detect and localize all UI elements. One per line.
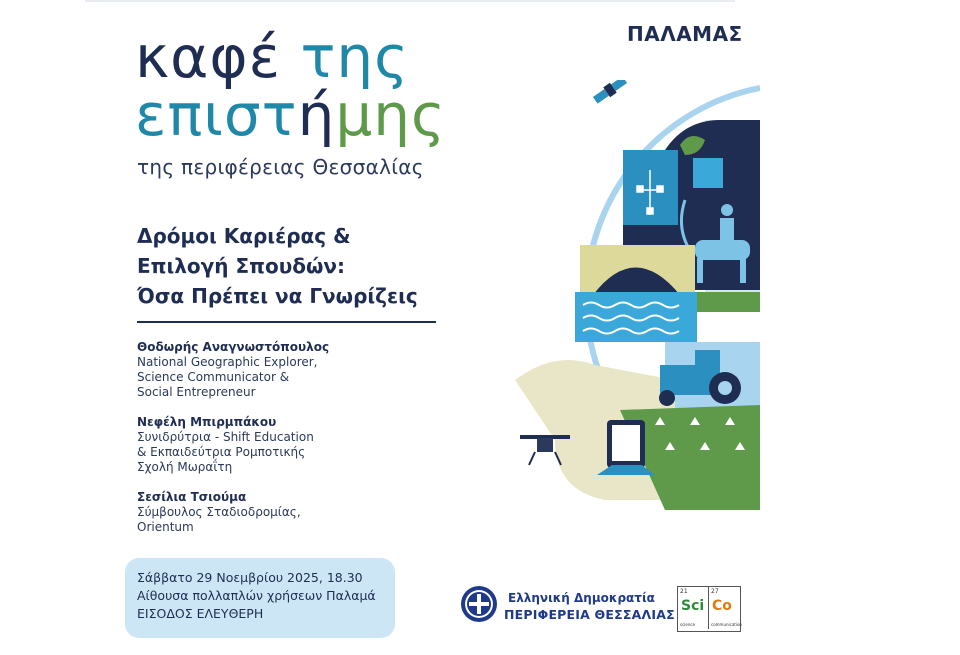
scico-cell-co [709, 587, 742, 629]
scico-logo [677, 586, 741, 632]
speakers-list [137, 340, 437, 550]
location-label: ΠΑΛΑΜΑΣ [627, 22, 743, 46]
speaker-role: Σχολή Μωραΐτη [137, 460, 233, 474]
scico-cell-sci [678, 587, 709, 629]
speaker-role: Σύμβουλος Σταδιοδρομίας, [137, 505, 301, 519]
scico-symbol: Sci [681, 598, 705, 614]
speaker-name: Σεσίλια Τσιούμα [137, 490, 247, 504]
logo-word-part-2: ή [297, 81, 336, 149]
scico-symbol: Co [712, 598, 732, 614]
talk-title-line: Επιλογή Σπουδών: [137, 254, 345, 278]
logo-title [135, 23, 447, 149]
scico-number: 27 [711, 588, 719, 595]
satellite-icon [592, 80, 628, 105]
speaker-role: National Geographic Explorer, [137, 355, 318, 369]
gov-line-2: ΠΕΡΙΦΕΡΕΙΑ ΘΕΣΣΑΛΙΑΣ [504, 607, 675, 622]
event-entry: ΕΙΣΟΔΟΣ ΕΛΕΥΘΕΡΗ [137, 606, 264, 621]
speaker-role: & Εκπαιδεύτρια Ρομποτικής [137, 445, 306, 459]
speaker-name: Νεφέλη Μπιρμπάκου [137, 415, 277, 429]
speaker-role: Συνιδρύτρια - Shift Education [137, 430, 314, 444]
science-illustration [515, 80, 760, 510]
event-venue: Αίθουσα πολλαπλών χρήσεων Παλαμά [137, 588, 376, 603]
talk-title-line: Όσα Πρέπει να Γνωρίζεις [137, 284, 418, 308]
speaker-role: Science Communicator & [137, 370, 290, 384]
scico-caption: communication [711, 622, 742, 627]
scico-number: 21 [680, 588, 688, 595]
chip-icon [693, 158, 723, 188]
logo-line-2 [135, 81, 447, 149]
logo-subtitle: της περιφέρειας Θεσσαλίας [137, 155, 424, 179]
event-info-box [125, 558, 395, 638]
speaker-item [137, 340, 437, 400]
water-block [575, 292, 697, 342]
talk-title [137, 221, 418, 311]
talk-title-line: Δρόμοι Καριέρας & [137, 224, 351, 248]
scico-caption: science [680, 622, 696, 627]
logo-word-part-1: επιστ [135, 81, 298, 149]
logo-word-tis: της [300, 23, 410, 91]
speaker-role: Orientum [137, 520, 194, 534]
top-rule [85, 0, 735, 2]
speaker-name: Θοδωρής Αναγνωστόπουλος [137, 340, 330, 354]
logo-line-1 [135, 23, 446, 91]
title-divider [137, 321, 436, 323]
logo-word-part-3: μης [335, 81, 447, 149]
logo-word-kafe: καφέ [135, 23, 282, 91]
gov-line-1: Ελληνική Δημοκρατία [508, 591, 655, 605]
greek-emblem-icon [460, 585, 498, 623]
region-logo [460, 585, 675, 625]
speaker-role: Social Entrepreneur [137, 385, 256, 399]
event-date-time: Σάββατο 29 Νοεμβρίου 2025, 18.30 [137, 570, 363, 585]
speaker-item [137, 490, 437, 535]
speaker-item [137, 415, 437, 475]
